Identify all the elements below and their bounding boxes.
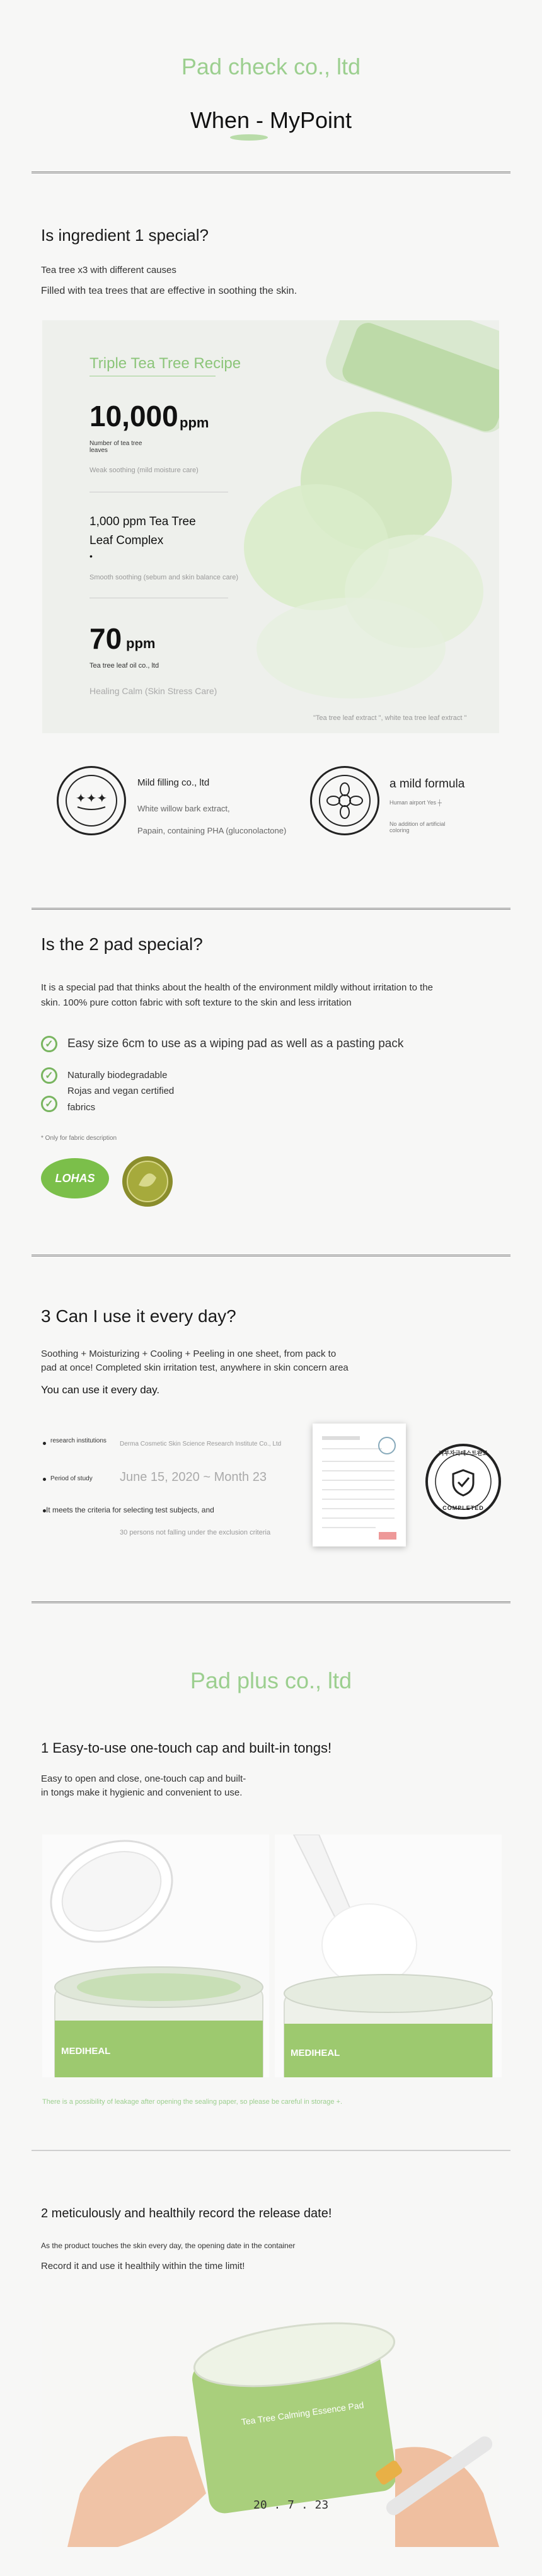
section5-heading: 2 meticulously and healthily record the release date! bbox=[41, 2207, 332, 2220]
built-in-tongs-photo bbox=[275, 1835, 502, 2077]
section4-heading: 1 Easy-to-use one-touch cap and built-in tongs! bbox=[41, 1740, 332, 1756]
stat1-label: Number of tea tree leaves bbox=[89, 440, 142, 454]
recipe-card bbox=[42, 320, 499, 733]
stat1-unit: ppm bbox=[180, 415, 209, 431]
feature2-desc1: Human airport Yes ┼ bbox=[389, 799, 442, 806]
lohas-badge: LOHAS bbox=[41, 1158, 109, 1198]
divider bbox=[32, 171, 510, 176]
row2-value: June 15, 2020 ~ Month 23 bbox=[120, 1470, 267, 1484]
section5-line2: Record it and use it healthily within the time limit! bbox=[41, 2261, 245, 2271]
row3-value: 30 persons not falling under the exclusion criteria bbox=[120, 1529, 271, 1536]
section5-line1: As the product touches the skin every day, the opening date in the container bbox=[41, 2241, 296, 2250]
bullet-dot bbox=[43, 1478, 46, 1481]
section2-check1: Easy size 6cm to use as a wiping pad as well as a pasting pack bbox=[67, 1037, 404, 1050]
section4-caption: There is a possibility of leakage after opening the sealing paper, so please be careful in storage +. bbox=[42, 2098, 343, 2106]
section1-line2: Filled with tea trees that are effective in soothing the skin. bbox=[41, 286, 297, 296]
section1-line1: Tea tree x3 with different causes bbox=[41, 265, 176, 276]
row2-label: Period of study bbox=[50, 1475, 93, 1482]
section3-heading: 3 Can I use it every day? bbox=[41, 1306, 236, 1326]
section3-line2: pad at once! Completed skin irritation test, anywhere in skin concern area bbox=[41, 1362, 349, 1373]
stat2-desc: Smooth soothing (sebum and skin balance care) bbox=[89, 574, 239, 581]
section2-note: * Only for fabric description bbox=[41, 1135, 117, 1142]
bullet-dot bbox=[43, 1442, 46, 1445]
brand-name-plus: Pad plus co., ltd bbox=[190, 1668, 352, 1693]
section3-line3: You can use it every day. bbox=[41, 1384, 160, 1396]
feature1-title: Mild filling co., ltd bbox=[137, 777, 210, 788]
section2-check2: Naturally biodegradable bbox=[67, 1070, 168, 1081]
stat3-unit: ppm bbox=[126, 635, 156, 651]
stamp-bottom-text: COMPLETED bbox=[442, 1505, 484, 1511]
one-touch-cap-photo bbox=[42, 1835, 269, 2077]
tea-tree-pads-illustration bbox=[225, 320, 499, 733]
stamp-top-text: 피부자극테스트완료 bbox=[438, 1450, 488, 1456]
title-swoosh bbox=[230, 134, 268, 141]
check-icon: ✓ bbox=[41, 1096, 57, 1112]
page-title: When - MyPoint bbox=[190, 107, 352, 133]
section2-paragraph: It is a special pad that thinks about the health of the environment mildly without irritation to the skin. 100% pure cotton fabric with soft texture to the skin and less irritation bbox=[41, 982, 434, 1008]
row1-value: Derma Cosmetic Skin Science Research Institute Co., Ltd bbox=[120, 1441, 282, 1448]
row3-label: It meets the criteria for selecting test subjects, and bbox=[46, 1506, 214, 1514]
check-icon: ✓ bbox=[41, 1067, 57, 1084]
section2-heading: Is the 2 pad special? bbox=[41, 934, 203, 954]
section3-line1: Soothing + Moisturizing + Cooling + Peeling in one sheet, from pack to bbox=[41, 1349, 337, 1359]
recipe-title: Triple Tea Tree Recipe bbox=[89, 355, 241, 372]
feature2-title: a mild formula bbox=[389, 777, 465, 791]
feature2-desc2: No addition of artificial coloring bbox=[389, 821, 446, 833]
stat2-bullet: • bbox=[89, 551, 93, 561]
section2-check3a: Rojas and vegan certified bbox=[67, 1086, 175, 1096]
section2-check3b: fabrics bbox=[67, 1102, 96, 1113]
stat3-desc: Healing Calm (Skin Stress Care) bbox=[89, 686, 217, 696]
stat3-value: 70 bbox=[89, 622, 122, 655]
stat2-value: 1,000 ppm Tea Tree Leaf Complex bbox=[89, 515, 196, 547]
release-date-photo bbox=[42, 2304, 499, 2547]
stat3-label: Tea tree leaf oil co., ltd bbox=[89, 662, 159, 670]
svg-text:✦✦✦: ✦✦✦ bbox=[75, 791, 108, 806]
stat1-value: 10,000 bbox=[89, 400, 178, 432]
product-label: MEDIHEAL bbox=[291, 2048, 340, 2058]
divider bbox=[32, 908, 510, 912]
brand-name: Pad check co., ltd bbox=[181, 54, 361, 79]
divider bbox=[32, 1255, 510, 1259]
feature1-desc2: Papain, containing PHA (gluconolactone) bbox=[137, 826, 287, 835]
test-certificate bbox=[313, 1424, 406, 1546]
sparkle-icon bbox=[57, 766, 126, 835]
date-mark: 20 . 7 . 23 bbox=[253, 2498, 329, 2512]
feature1-desc1: White willow bark extract, bbox=[137, 804, 230, 813]
completed-stamp bbox=[425, 1444, 501, 1519]
section1-heading: Is ingredient 1 special? bbox=[41, 226, 209, 245]
check-icon: ✓ bbox=[41, 1036, 57, 1052]
divider bbox=[32, 1601, 510, 1606]
divider bbox=[32, 2150, 510, 2151]
card-footnote: "Tea tree leaf extract ", white tea tree leaf extract " bbox=[313, 714, 467, 722]
row1-label: research institutions bbox=[50, 1437, 107, 1444]
stat1-desc: Weak soothing (mild moisture care) bbox=[89, 467, 199, 474]
section4-line1: Easy to open and close, one-touch cap and built- bbox=[41, 1773, 246, 1784]
section4-line2: in tongs make it hygienic and convenient to use. bbox=[41, 1787, 243, 1798]
vegan-seal-icon bbox=[120, 1154, 175, 1209]
product-name: Tea Tree Calming Essence Pad bbox=[240, 2399, 365, 2427]
flower-icon bbox=[310, 766, 379, 835]
product-label: MEDIHEAL bbox=[61, 2046, 111, 2057]
